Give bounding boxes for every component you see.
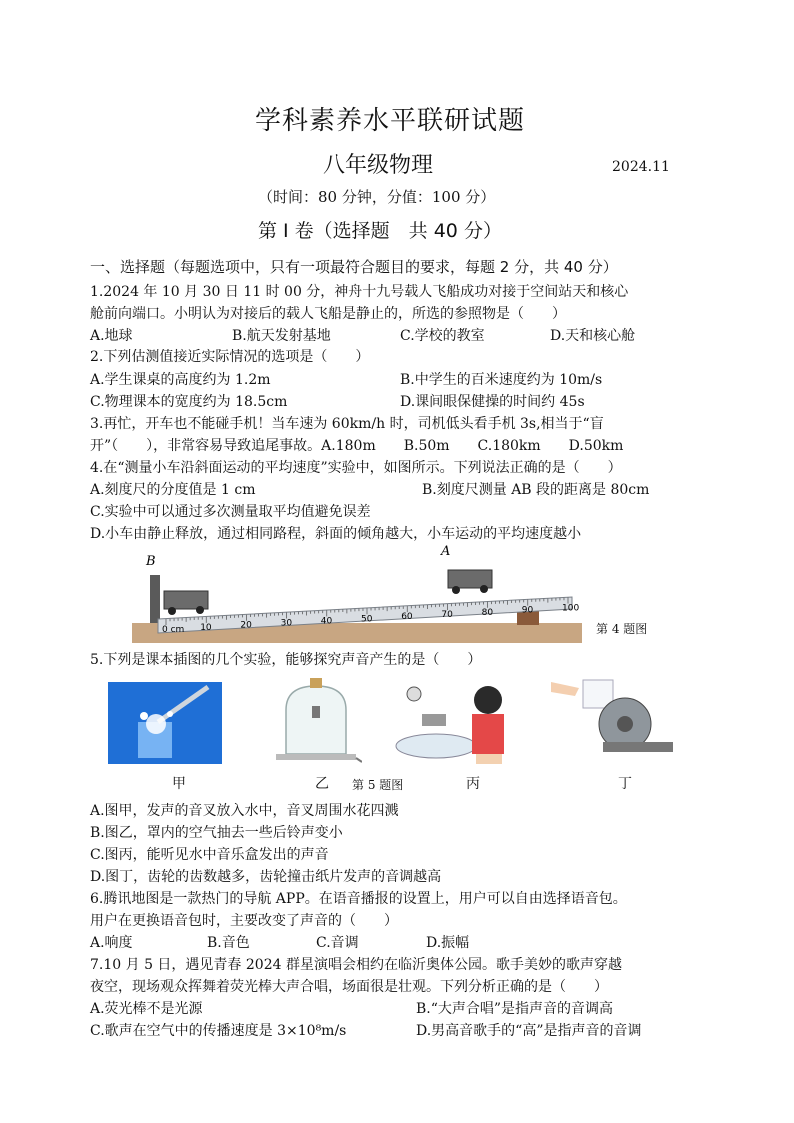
q2-option-b: B.中学生的百米速度约为 10m/s: [400, 372, 603, 388]
q4-option-c: C.实验中可以通过多次测量取平均值避免误差: [90, 504, 371, 520]
q1-option-a: A.地球: [90, 328, 133, 344]
q2-option-c: C.物理课本的宽度约为 18.5cm: [90, 394, 288, 410]
q4-stem: 4.在“测量小车沿斜面运动的平均速度”实验中，如图所示。下列说法正确的是（ ）: [90, 460, 622, 476]
q6-option-b: B.音色: [207, 935, 250, 951]
q3-line2: 开”（ ），非常容易导致追尾事故。A.180m B.50m C.180km D.50km: [90, 438, 624, 454]
cart-b: [164, 591, 208, 615]
ruler-tick-label: 70: [441, 609, 453, 620]
q2-option-a: A.学生课桌的高度约为 1.2m: [90, 372, 271, 388]
fig-label-ding: 丁: [618, 776, 632, 792]
ruler-tick-label: 20: [240, 620, 252, 631]
q4-option-a: A.刻度尺的分度值是 1 cm: [90, 482, 256, 498]
q7-option-d: D.男高音歌手的“高”是指声音的音调: [416, 1023, 642, 1039]
q6-option-a: A.响度: [90, 935, 133, 951]
ruler-tick-label: 80: [481, 607, 494, 618]
q1-line1: 1.2024 年 10 月 30 日 11 时 00 分，神舟十九号载人飞船成功对接于空间站天和核心: [90, 284, 629, 300]
q7-option-b: B.“大声合唱”是指声音的音调高: [416, 1001, 614, 1017]
q5-stem: 5.下列是课本插图的几个实验，能够探究声音产生的是（ ）: [90, 652, 482, 668]
label-b: B: [146, 554, 156, 569]
volume-title: 第 I 卷（选择题 共 40 分）: [258, 220, 502, 242]
q4-incline-figure: [132, 545, 582, 645]
time-info: （时间：80 分钟，分值：100 分）: [258, 188, 496, 206]
ruler-tick-label: 90: [521, 605, 534, 616]
q7-line2: 夜空，现场观众挥舞着荧光棒大声合唱，场面很是壮观。下列分析正确的是（ ）: [90, 979, 608, 995]
fig-label-jia: 甲: [172, 776, 186, 792]
q7-option-a: A.荧光棒不是光源: [90, 1001, 203, 1017]
cart-a: [448, 570, 492, 594]
q2-option-d: D.课间眼保健操的时间约 45s: [400, 394, 585, 410]
q4-option-b: B.刻度尺测量 AB 段的距离是 80cm: [422, 482, 650, 498]
ruler-tick-label: 40: [320, 616, 333, 627]
ruler-tick-label: 10: [200, 622, 212, 633]
q1-option-d: D.天和核心舱: [550, 328, 636, 344]
q5-figure-caption: 第 5 题图: [352, 778, 404, 792]
q5-option-b: B.图乙，罩内的空气抽去一些后铃声变小: [90, 825, 343, 841]
q5-option-d: D.图丁，齿轮的齿数越多，齿轮撞击纸片发声的音调越高: [90, 869, 442, 885]
ruler-tick-label: 100: [562, 603, 580, 614]
ruler-tick-label: 30: [280, 618, 293, 629]
q5-option-c: C.图丙，能听见水中音乐盒发出的声音: [90, 847, 329, 863]
ruler-tick-label: 50: [361, 614, 373, 625]
q6-line2: 用户在更换语音包时，主要改变了声音的（ ）: [90, 913, 398, 929]
fig-yi-bell-jar: [270, 676, 362, 768]
q7-line1: 7.10 月 5 日，遇见青春 2024 群星演唱会相约在临沂奥体公园。歌手美妙的歌声穿越: [90, 957, 622, 973]
q6-option-d: D.振幅: [426, 935, 470, 951]
q2-stem: 2.下列估测值接近实际情况的选项是（ ）: [90, 349, 370, 365]
exam-title: 学科素养水平联研试题: [255, 106, 526, 136]
q1-option-b: B.航天发射基地: [232, 328, 331, 344]
fig-bing-music-box: [392, 678, 522, 766]
q4-figure-caption: 第 4 题图: [596, 622, 648, 636]
fig-label-bing: 丙: [466, 776, 480, 792]
exam-date: 2024.11: [612, 159, 670, 175]
q1-option-c: C.学校的教室: [400, 328, 485, 344]
fig-jia-tuning-fork-water: [108, 682, 222, 764]
fig-label-yi: 乙: [315, 776, 329, 792]
q6-option-c: C.音调: [316, 935, 359, 951]
q4-option-d: D.小车由静止释放，通过相同路程，斜面的倾角越大，小车运动的平均速度越小: [90, 526, 582, 542]
fig-ding-gear-card: [545, 674, 673, 764]
ruler-tick-label: 0 cm: [162, 625, 185, 635]
section-heading: 一、选择题（每题选项中，只有一项最符合题目的要求，每题 2 分，共 40 分）: [90, 258, 618, 276]
q7-option-c: C.歌声在空气中的传播速度是 3×10⁸m/s: [90, 1023, 347, 1039]
q5-option-a: A.图甲，发声的音叉放入水中，音叉周围水花四溅: [90, 803, 399, 819]
label-a: A: [441, 545, 451, 559]
subject-title: 八年级物理: [323, 153, 434, 178]
ruler-tick-label: 60: [401, 612, 413, 623]
q3-line1: 3.再忙，开车也不能碰手机！当车速为 60km/h 时，司机低头看手机 3s,相当于“盲: [90, 416, 604, 432]
q1-line2: 舱前向端口。小明认为对接后的载人飞船是静止的，所选的参照物是（ ）: [90, 306, 566, 322]
q6-line1: 6.腾讯地图是一款热门的导航 APP。在语音播报的设置上，用户可以自由选择语音包。: [90, 891, 627, 907]
stopper-b: [150, 575, 160, 623]
